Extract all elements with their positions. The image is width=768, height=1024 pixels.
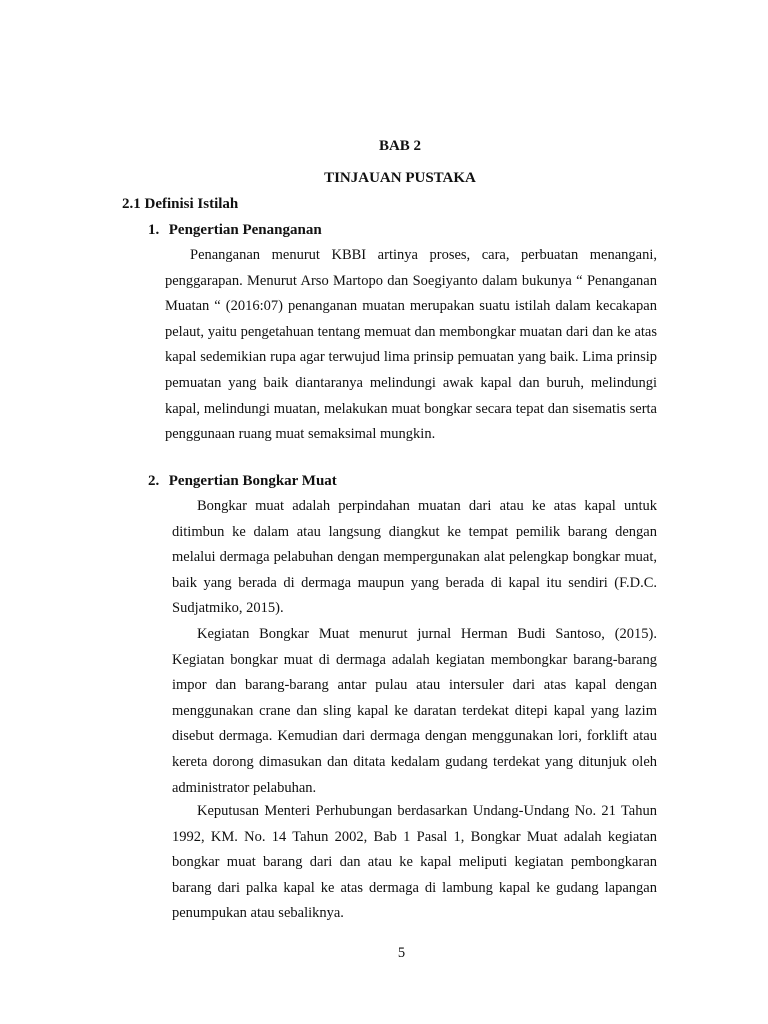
paragraph-bongkar-muat-definition: Bongkar muat adalah perpindahan muatan dari atau ke atas kapal untuk ditimbun ke dalam atau langsung diangkut ke tempat pemilik barang dengan melalui dermaga pelabuhan dengan mempergunakan alat pelengkap bongkar muat, baik yang berada di dermaga maupun yang berada di kapal itu sendiri (F.D.C. Sudjatmiko, 2015). [172, 498, 657, 617]
subsection-number: 2. [148, 473, 160, 489]
chapter-title: TINJAUAN PUSTAKA [324, 170, 476, 186]
subsection-number: 1. [148, 222, 160, 238]
chapter-label: BAB 2 [378, 138, 422, 154]
subsection-title: Pengertian Bongkar Muat [168, 473, 337, 489]
section-heading: 2.1 Definisi Istilah [122, 196, 239, 212]
paragraph-kegiatan-bongkar-muat: Kegiatan Bongkar Muat menurut jurnal Herman Budi Santoso, (2015). Kegiatan bongkar muat di dermaga adalah kegiatan membongkar barang-barang impor dan barang-barang antar pulau atau intersuler dari atas kapal dengan menggunakan crane dan sling kapal ke daratan terdekat ditepi kapal yang lazim disebut dermaga. Kemudian dari dermaga dengan menggunakan lori, forklift atau kereta dorong dimasukan dan ditata kedalam gudang terdekat yang ditunjuk oleh administrator pelabuhan. [172, 626, 657, 796]
paragraph-penanganan: Penanganan menurut KBBI artinya proses, cara, perbuatan menangani, penggarapan. Menurut Arso Martopo dan Soegiyanto dalam bukunya “ Penanganan Muatan “ (2016:07) penanganan muatan merupakan suatu istilah dalam kecakapan pelaut, yaitu pengetahuan tentang memuat dan membongkar muatan dari dan ke atas kapal sedemikian rupa agar terwujud lima prinsip pemuatan yang baik. Lima prinsip pemuatan yang baik diantaranya melindungi awak kapal dan buruh, melindungi kapal, melindungi muatan, melakukan muat bongkar secara tepat dan sisematis serta penggunaan ruang muat semaksimal mungkin. [165, 247, 657, 443]
subsection-heading-bongkar-muat [148, 473, 337, 490]
page-number: 5 [397, 945, 406, 961]
subsection-heading-penanganan [148, 222, 322, 239]
paragraph-keputusan-menteri: Keputusan Menteri Perhubungan berdasarkan Undang-Undang No. 21 Tahun 1992, KM. No. 14 Tahun 2002, Bab 1 Pasal 1, Bongkar Muat adalah kegiatan bongkar muat barang dari dan atau ke kapal meliputi kegiatan pembongkaran barang dari palka kapal ke atas dermaga di lambung kapal ke gudang lapangan penumpukan atau sebaliknya. [172, 803, 657, 922]
subsection-title: Pengertian Penanganan [168, 222, 322, 238]
